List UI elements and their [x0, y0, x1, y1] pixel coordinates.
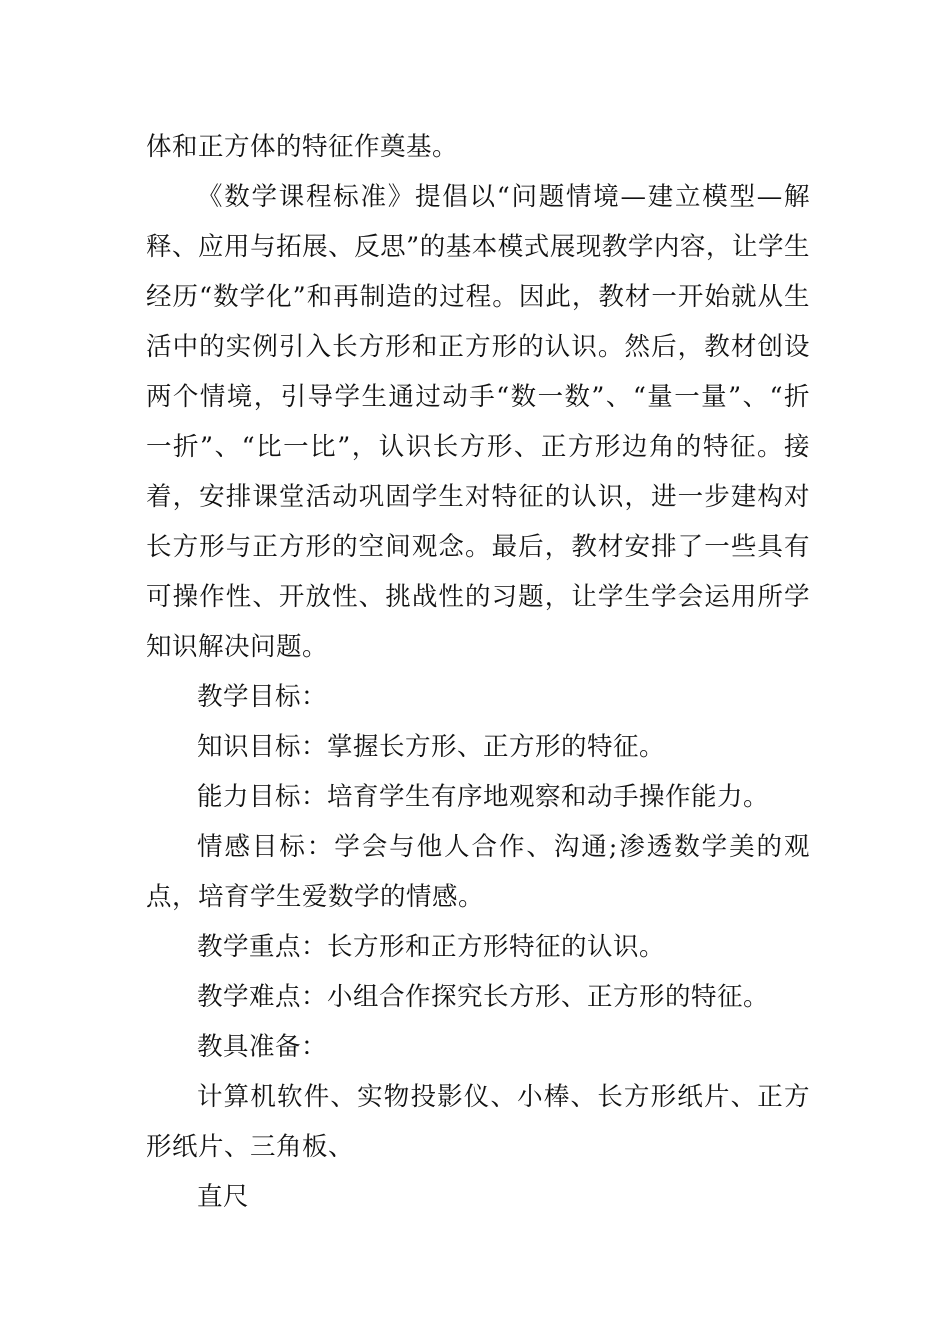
- paragraph-continuation: 体和正方体的特征作奠基。: [146, 132, 459, 162]
- paragraph-difficulty: 教学难点：小组合作探究长方形、正方形的特征。: [197, 982, 770, 1012]
- paragraph-knowledge-goal: 知识目标：掌握长方形、正方形的特征。: [197, 732, 666, 762]
- paragraph-key-point: 教学重点：长方形和正方形特征的认识。: [197, 932, 666, 962]
- document-body: [146, 122, 810, 1222]
- paragraph-curriculum-standard: 《数学课程标准》提倡以“问题情境—建立模型—解释、应用与拓展、反思”的基本模式展现教学内容，让学生经历“数学化”和再制造的过程。因此，教材一开始就从生活中的实例引入长方形和正方形的认识。然后，教材创设两个情境，引导学生通过动手“数一数”、“量一量”、“折一折”、“比一比”，认识长方形、正方形边角的特征。接着，安排课堂活动巩固学生对特征的认识，进一步建构对长方形与正方形的空间观念。最后，教材安排了一些具有可操作性、开放性、挑战性的习题，让学生学会运用所学知识解决问题。: [146, 182, 810, 662]
- heading-teaching-aids: 教具准备：: [197, 1032, 328, 1062]
- paragraph-teaching-aids-list: 计算机软件、实物投影仪、小棒、长方形纸片、正方形纸片、三角板、: [146, 1082, 810, 1162]
- paragraph-ruler: 直尺: [197, 1182, 250, 1212]
- heading-teaching-goals: 教学目标：: [197, 682, 328, 712]
- paragraph-emotion-goal: 情感目标：学会与他人合作、沟通;渗透数学美的观点，培育学生爱数学的情感。: [146, 832, 810, 912]
- paragraph-ability-goal: 能力目标：培育学生有序地观察和动手操作能力。: [197, 782, 770, 812]
